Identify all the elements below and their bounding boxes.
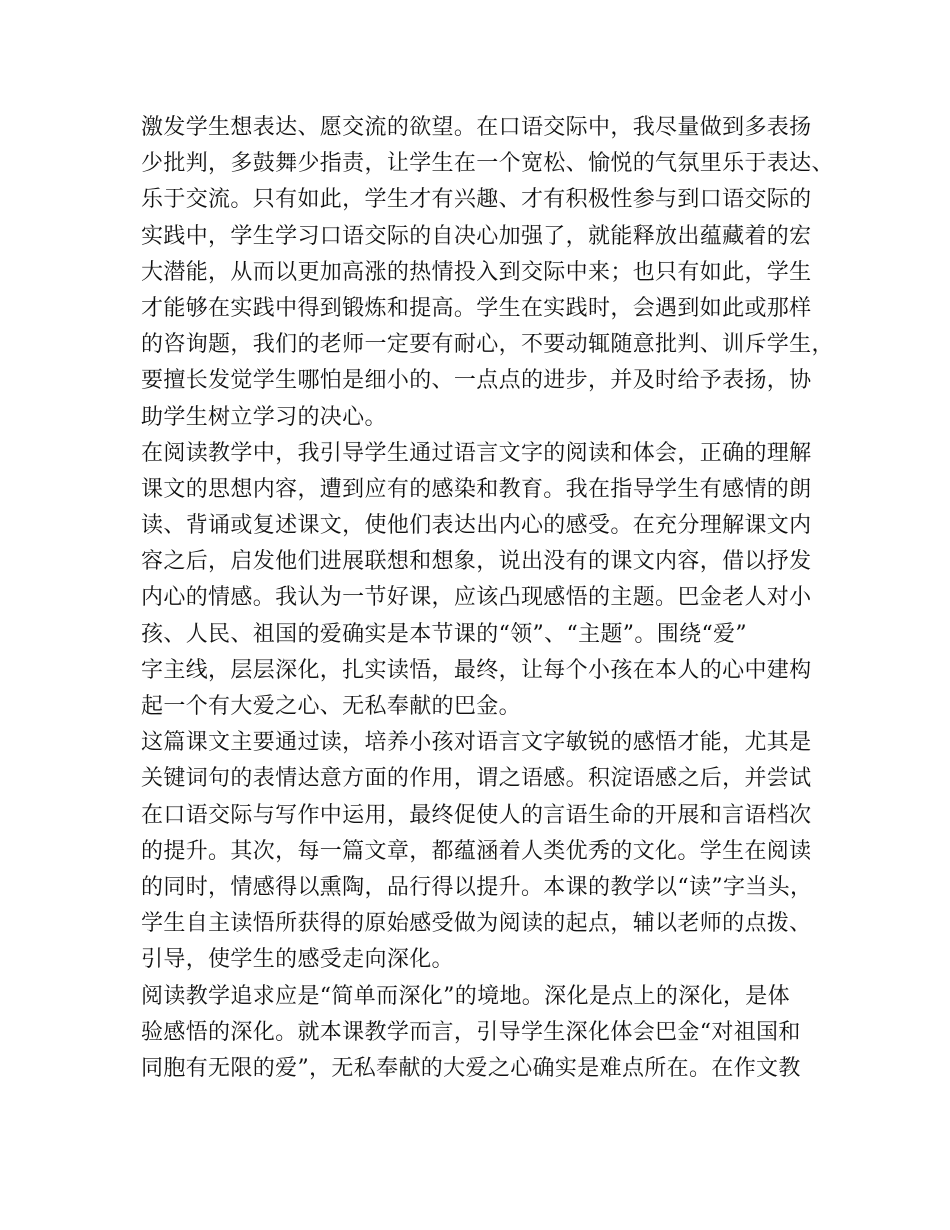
text-line: 读、背诵或复述课文，使他们表达出内心的感受。在充分理解课文内	[141, 513, 812, 539]
text-line: 同胞有无限的爱”，无私奉献的大爱之心确实是难点所在。在作文教	[141, 1055, 801, 1081]
text-line: 的同时，情感得以熏陶，品行得以提升。本课的教学以“读”字当头，	[141, 874, 813, 900]
text-line: 内心的情感。我认为一节好课，应该凸现感悟的主题。巴金老人对小	[141, 585, 812, 611]
text-line: 的提升。其次，每一篇文章，都蕴涵着人类优秀的文化。学生在阅读	[141, 838, 812, 864]
text-line: 在阅读教学中，我引导学生通过语言文字的阅读和体会，正确的理解	[141, 440, 812, 466]
text-line: 助学生树立学习的决心。	[141, 404, 387, 430]
text-line: 学生自主读悟所获得的原始感受做为阅读的起点，辅以老师的点拨、	[141, 911, 812, 937]
text-line: 起一个有大爱之心、无私奉献的巴金。	[141, 694, 521, 719]
text-line: 要擅长发觉学生哪怕是细小的、一点点的进步，并及时给予表扬，协	[141, 368, 812, 394]
text-line: 在口语交际与写作中运用，最终促使人的言语生命的开展和言语档次	[141, 802, 812, 828]
text-line: 大潜能，从而以更加高涨的热情投入到交际中来；也只有如此，学生	[141, 259, 812, 285]
text-line: 阅读教学追求应是“简单而深化”的境地。深化是点上的深化，是体	[141, 983, 790, 1009]
text-line: 关键词句的表情达意方面的作用，谓之语感。积淀语感之后，并尝试	[141, 766, 812, 792]
text-line: 验感悟的深化。就本课教学而言，引导学生深化体会巴金“对祖国和	[141, 1019, 801, 1045]
text-line: 乐于交流。只有如此，学生才有兴趣、才有积极性参与到口语交际的	[141, 187, 812, 213]
document-body	[141, 110, 841, 1087]
text-line: 引导，使学生的感受走向深化。	[141, 947, 454, 973]
text-line: 激发学生想表达、愿交流的欲望。在口语交际中，我尽量做到多表扬	[141, 115, 812, 140]
text-line: 实践中，学生学习口语交际的自决心加强了，就能释放出蕴藏着的宏	[141, 223, 812, 249]
text-line: 字主线，层层深化，扎实读悟，最终，让每个小孩在本人的心中建构	[141, 657, 812, 683]
text-line: 这篇课文主要通过读，培养小孩对语言文字敏锐的感悟才能，尤其是	[141, 730, 812, 756]
text-line: 容之后，启发他们进展联想和想象，说出没有的课文内容，借以抒发	[141, 549, 812, 575]
text-line: 孩、人民、祖国的爱确实是本节课的“领”、“主题”。围绕“爱”	[141, 621, 747, 647]
text-line: 少批判，多鼓舞少指责，让学生在一个宽松、愉悦的气氛里乐于表达、	[141, 151, 834, 177]
text-line: 才能够在实践中得到锻炼和提高。学生在实践时，会遇到如此或那样	[141, 295, 812, 321]
text-line: 课文的思想内容，遭到应有的感染和教育。我在指导学生有感情的朗	[141, 476, 812, 502]
text-line: 的咨询题，我们的老师一定要有耐心，不要动辄随意批判、训斥学生，	[141, 332, 834, 358]
